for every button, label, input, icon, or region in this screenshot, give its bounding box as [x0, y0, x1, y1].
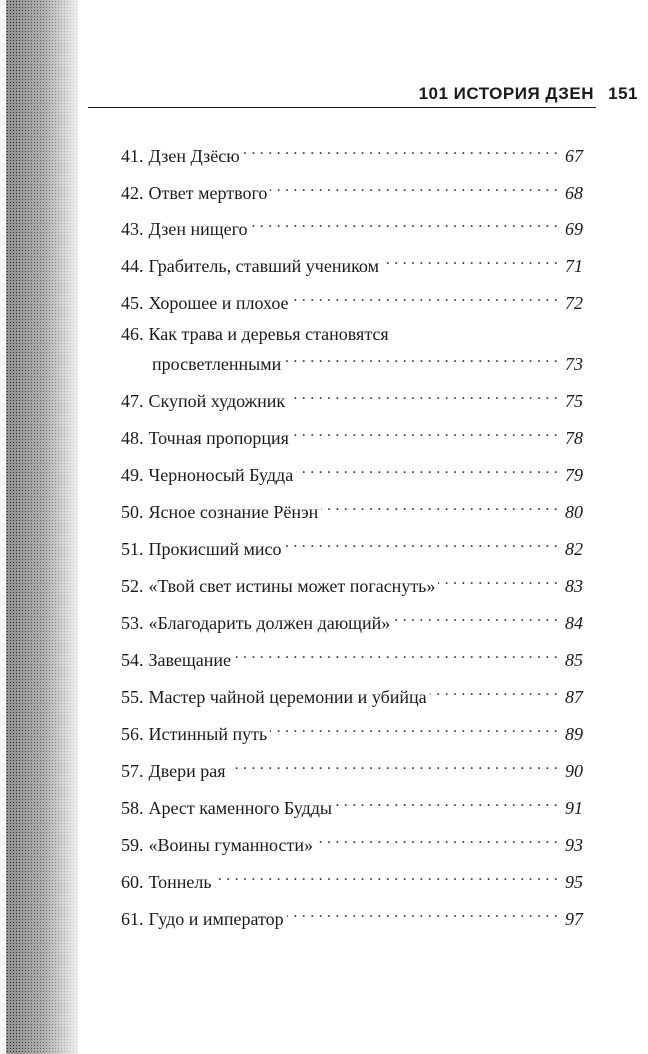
- toc-entry-title: Точная пропорция: [148, 428, 289, 448]
- dot-leader: [393, 605, 558, 629]
- toc-entry-60[interactable]: [121, 864, 583, 892]
- toc-entry-page: 68: [565, 183, 583, 203]
- toc-entry-number: 49.: [121, 465, 144, 485]
- page-number: 151: [608, 84, 638, 103]
- toc-entry-page: 90: [565, 761, 583, 781]
- toc-entry-page: 87: [565, 687, 583, 707]
- toc-entry-title: Хорошее и плохое: [148, 293, 289, 313]
- toc-entry-page: 97: [565, 909, 583, 929]
- toc-entry-page: 82: [565, 539, 583, 559]
- toc-entry-44[interactable]: [121, 248, 583, 276]
- toc-entry-number: 57.: [121, 761, 144, 781]
- running-title: 101 ИСТОРИЯ ДЗЕН: [418, 84, 594, 103]
- toc-entry-title: «Воины гуманности»: [148, 835, 313, 855]
- toc-entry-number: 53.: [121, 613, 144, 633]
- toc-entry-56[interactable]: [121, 716, 583, 744]
- toc-entry-number: 47.: [121, 391, 144, 411]
- toc-entry-title: «Благодарить должен дающий»: [148, 613, 391, 633]
- toc-entry-58[interactable]: [121, 790, 583, 818]
- toc-entry-title: Арест каменного Будды: [148, 798, 332, 818]
- toc-entry-title: Завещание: [148, 650, 231, 670]
- toc-entry-title: Ясное сознание Рёнэн: [148, 502, 319, 522]
- toc-entry-title: Двери рая: [148, 761, 226, 781]
- toc-entry-number: 56.: [121, 724, 144, 744]
- dot-leader: [438, 568, 558, 592]
- dot-leader: [229, 753, 558, 777]
- toc-entry-title: Как трава и деревья становятся: [148, 324, 389, 344]
- toc-entry-page: 95: [565, 872, 583, 892]
- dot-leader: [316, 827, 558, 851]
- dot-leader: [234, 642, 558, 666]
- toc-entry-57[interactable]: [121, 753, 583, 781]
- toc-entry-page: 83: [565, 576, 583, 596]
- toc-entry-50[interactable]: [121, 494, 583, 522]
- dot-leader: [430, 679, 558, 703]
- toc-entry-title: Скупой художник: [148, 391, 286, 411]
- toc-entry-number: 59.: [121, 835, 144, 855]
- toc-entry-page: 89: [565, 724, 583, 744]
- toc-entry-title: Дзен нищего: [148, 219, 248, 239]
- toc-entry-number: 55.: [121, 687, 144, 707]
- toc-entry-page: 75: [565, 391, 583, 411]
- toc-entry-number: 41.: [121, 146, 144, 166]
- toc-entry-title: Мастер чайной церемонии и убийца: [148, 687, 427, 707]
- toc-entry-title: Тоннель: [148, 872, 212, 892]
- toc-entry-title: Черноносый Будда: [148, 465, 294, 485]
- toc-entry-number: 44.: [121, 256, 144, 276]
- toc-entry-title: Прокисший мисо: [148, 539, 282, 559]
- toc-entry-title: Гудо и император: [148, 909, 284, 929]
- toc-entry-51[interactable]: [121, 531, 583, 559]
- toc-entry-page: 91: [565, 798, 583, 818]
- toc-entry-61[interactable]: [121, 901, 583, 929]
- toc-entry-title: Дзен Дзёсю: [148, 146, 240, 166]
- toc-entry-title: Грабитель, ставший учеником: [148, 256, 379, 276]
- toc-entry-title-continued: просветленными: [152, 354, 282, 374]
- dot-leader: [284, 346, 558, 370]
- dot-leader: [270, 716, 558, 740]
- toc-entry-number: 45.: [121, 293, 144, 313]
- toc-entry-number: 54.: [121, 650, 144, 670]
- toc-entry-page: 67: [565, 146, 583, 166]
- toc-entry-48[interactable]: [121, 420, 583, 448]
- toc-entry-number: 51.: [121, 539, 144, 559]
- toc-entry-page: 80: [565, 502, 583, 522]
- toc-entry-number: 48.: [121, 428, 144, 448]
- toc-entry-42[interactable]: [121, 175, 583, 203]
- toc-entry-number: 46.: [121, 324, 144, 344]
- toc-entry-46[interactable]: [121, 322, 583, 374]
- dot-leader: [285, 531, 558, 555]
- dot-leader: [243, 138, 558, 162]
- dot-leader: [270, 175, 558, 199]
- dot-leader: [288, 383, 558, 407]
- dot-leader: [215, 864, 558, 888]
- toc-entry-53[interactable]: [121, 605, 583, 633]
- toc-entry-43[interactable]: [121, 211, 583, 239]
- toc-entry-47[interactable]: [121, 383, 583, 411]
- toc-entry-title: «Твой свет истины может погаснуть»: [148, 576, 436, 596]
- toc-entry-page: 85: [565, 650, 583, 670]
- dot-leader: [321, 494, 558, 518]
- toc-entry-59[interactable]: [121, 827, 583, 855]
- toc-entry-number: 43.: [121, 219, 144, 239]
- toc-entry-page: 79: [565, 465, 583, 485]
- toc-entry-number: 50.: [121, 502, 144, 522]
- dot-leader: [251, 211, 558, 235]
- toc-entry-number: 58.: [121, 798, 144, 818]
- dot-leader: [382, 248, 558, 272]
- toc-entry-number: 52.: [121, 576, 144, 596]
- toc-entry-number: 60.: [121, 872, 144, 892]
- toc-entry-title: Истинный путь: [148, 724, 268, 744]
- toc-entry-55[interactable]: [121, 679, 583, 707]
- toc-entry-page: 71: [565, 256, 583, 276]
- toc-entry-number: 61.: [121, 909, 144, 929]
- toc-entry-page: 72: [565, 293, 583, 313]
- dot-leader: [287, 901, 558, 925]
- toc-entry-number: 42.: [121, 183, 144, 203]
- dot-leader: [296, 457, 558, 481]
- dot-leader: [292, 285, 558, 309]
- dot-leader: [292, 420, 558, 444]
- toc-entry-54[interactable]: [121, 642, 583, 670]
- toc-entry-49[interactable]: [121, 457, 583, 485]
- toc-entry-52[interactable]: [121, 568, 583, 596]
- toc-entry-41[interactable]: [121, 138, 583, 166]
- toc-entry-page: 84: [565, 613, 583, 633]
- toc-entry-45[interactable]: [121, 285, 583, 313]
- toc-entry-page: 78: [565, 428, 583, 448]
- toc-entry-page: 69: [565, 219, 583, 239]
- toc-entry-title: Ответ мертвого: [148, 183, 268, 203]
- dot-leader: [335, 790, 558, 814]
- toc-entry-page: 73: [565, 354, 583, 374]
- toc-entry-page: 93: [565, 835, 583, 855]
